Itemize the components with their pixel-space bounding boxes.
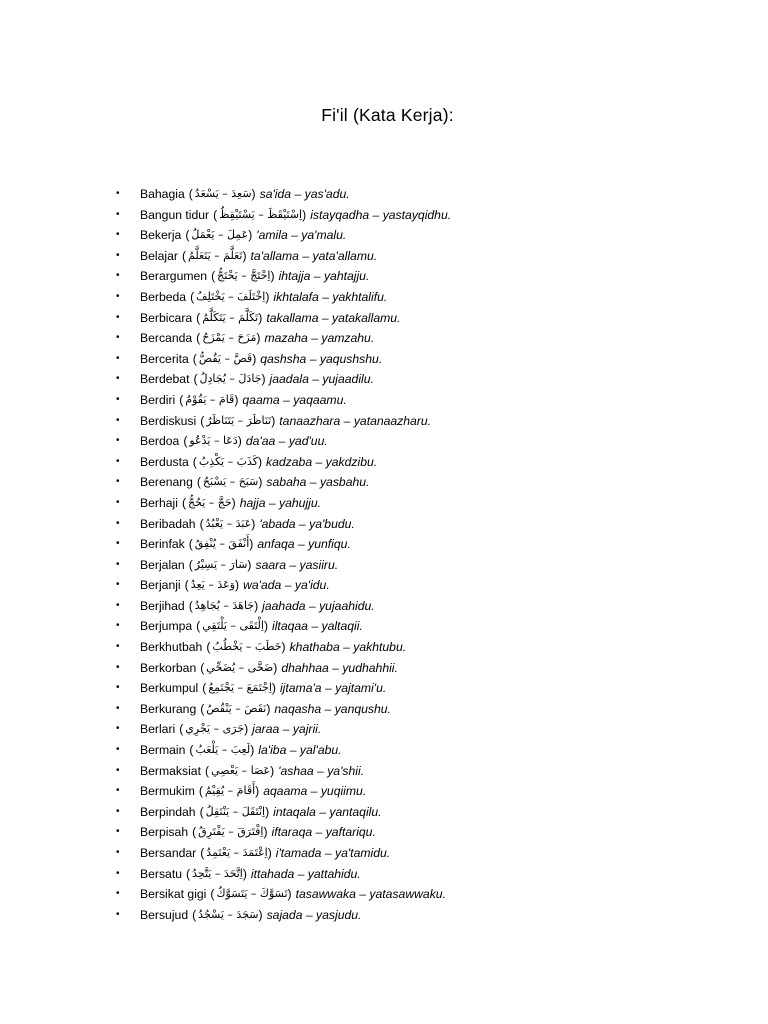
close-paren: ) — [302, 207, 307, 222]
close-paren: ) — [249, 537, 254, 552]
open-paren: ( — [200, 846, 205, 860]
indonesian-word: Bahagia — [140, 187, 185, 201]
bullet-icon: • — [116, 538, 120, 550]
close-paren: ) — [244, 722, 249, 737]
list-item — [114, 555, 451, 576]
bullet-icon: • — [116, 723, 120, 735]
close-paren: ) — [234, 392, 239, 407]
close-paren: ) — [271, 681, 276, 696]
transliteration: jaraa – yajrii. — [252, 722, 322, 737]
indonesian-word: Berjanji — [140, 578, 181, 593]
transliteration: naqasha – yanqushu. — [274, 701, 391, 716]
close-paren: ) — [248, 228, 253, 243]
list-item — [114, 596, 451, 617]
bullet-icon: • — [116, 558, 120, 570]
bullet-icon: • — [116, 888, 120, 900]
open-paren: ( — [184, 578, 189, 593]
open-paren: ( — [200, 413, 205, 428]
list-item — [114, 328, 451, 349]
transliteration: iftaraqa – yaftariqu. — [271, 825, 376, 840]
bullet-icon: • — [116, 764, 120, 776]
arabic-verb: قَامَ – يَقُوْمُ — [185, 392, 235, 406]
arabic-verb: سَبَحَ – يَسْبَحُ — [202, 475, 259, 489]
indonesian-word: Berpindah — [140, 804, 196, 819]
open-paren: ( — [189, 743, 194, 758]
indonesian-word: Berkorban — [140, 660, 197, 675]
close-paren: ) — [258, 475, 263, 490]
close-paren: ) — [251, 187, 256, 201]
bullet-icon: • — [116, 188, 120, 199]
transliteration: ittahada – yattahidu. — [250, 866, 361, 881]
arabic-verb: تَكَلَّمَ – يَتَكَلَّمُ — [202, 310, 259, 324]
close-paren: ) — [231, 495, 236, 510]
bullet-icon: • — [116, 805, 120, 817]
arabic-verb: اِفْتَرَقَ – يَفْتَرِقُ — [198, 825, 264, 839]
bullet-icon: • — [116, 517, 120, 529]
bullet-icon: • — [116, 373, 120, 385]
open-paren: ( — [192, 454, 197, 469]
open-paren: ( — [179, 392, 184, 407]
close-paren: ) — [258, 907, 263, 922]
list-item — [114, 308, 451, 329]
indonesian-word: Bermukim — [140, 784, 195, 799]
list-item — [114, 534, 451, 555]
indonesian-word: Berkhutbah — [140, 640, 203, 655]
arabic-verb: اِتَّحَدَ – يَتَّحِدُ — [192, 866, 243, 880]
indonesian-word: Bersujud — [140, 907, 189, 922]
indonesian-word: Berdebat — [140, 372, 190, 387]
open-paren: ( — [213, 207, 218, 222]
indonesian-word: Berbicara — [140, 310, 193, 325]
transliteration: 'amila – ya'malu. — [256, 228, 347, 243]
bullet-icon: • — [116, 641, 120, 653]
close-paren: ) — [250, 743, 255, 758]
arabic-verb: قَصَّ – يَقُصُّ — [198, 351, 253, 365]
list-item — [114, 884, 451, 905]
transliteration: jaadala – yujaadilu. — [269, 372, 374, 387]
transliteration: sajada – yasjudu. — [266, 907, 362, 922]
close-paren: ) — [263, 619, 269, 634]
close-paren: ) — [261, 372, 266, 387]
indonesian-word: Bersatu — [140, 866, 183, 881]
indonesian-word: Bekerja — [140, 228, 182, 243]
indonesian-word: Berlari — [140, 722, 176, 737]
arabic-verb: عَمِلَ – يَعْمَلُ — [191, 228, 249, 242]
indonesian-word: Berdiskusi — [140, 413, 197, 428]
open-paren: ( — [188, 187, 193, 201]
open-paren: ( — [185, 228, 190, 243]
close-paren: ) — [257, 454, 263, 469]
arabic-verb: كَذَبَ – يَكْذِبُ — [198, 454, 258, 468]
open-paren: ( — [190, 289, 195, 304]
list-item — [114, 472, 451, 493]
transliteration: iltaqaa – yaltaqii. — [272, 619, 363, 634]
list-item — [114, 411, 451, 432]
transliteration: sa'ida – yas'adu. — [259, 187, 350, 201]
vocab-list — [114, 184, 451, 925]
bullet-icon: • — [116, 682, 120, 694]
bullet-icon: • — [116, 393, 120, 405]
transliteration: dhahhaa – yudhahhii. — [281, 660, 398, 675]
arabic-verb: اِعْتَمَدَ – يَعْتَمِدُ — [206, 846, 268, 859]
open-paren: ( — [192, 907, 197, 922]
arabic-verb: اِلْتَقَى – يَلْتَقِي — [202, 619, 264, 633]
open-paren: ( — [188, 557, 193, 572]
open-paren: ( — [196, 619, 201, 634]
list-item — [114, 390, 451, 411]
indonesian-word: Berjihad — [140, 598, 185, 613]
transliteration: la'iba – yal'abu. — [258, 743, 342, 758]
indonesian-word: Berjumpa — [140, 619, 193, 634]
list-item — [114, 575, 451, 596]
bullet-icon: • — [116, 311, 120, 323]
indonesian-word: Berbeda — [140, 289, 187, 304]
bullet-icon: • — [116, 414, 120, 426]
transliteration: wa'ada – ya'idu. — [243, 578, 330, 593]
arabic-verb: سَعِدَ – يَسْعَدُ — [194, 187, 252, 200]
transliteration: tanaazhara – yatanaazharu. — [279, 413, 432, 428]
close-paren: ) — [287, 887, 292, 902]
list-item — [114, 905, 451, 926]
arabic-verb: خَطَبَ – يَخْطُبُ — [212, 640, 282, 654]
close-paren: ) — [235, 578, 240, 593]
list-item — [114, 843, 451, 864]
arabic-verb: لَعِبَ – يَلْعَبُ — [195, 743, 251, 757]
list-item — [114, 225, 451, 246]
list-item — [114, 246, 451, 267]
transliteration: qaama – yaqaamu. — [242, 392, 347, 407]
indonesian-word: Berpisah — [140, 825, 189, 840]
bullet-icon: • — [116, 229, 120, 241]
arabic-verb: تَعَلَّمَ – يَتَعَلَّمُ — [188, 248, 243, 262]
open-paren: ( — [192, 825, 197, 840]
open-paren: ( — [196, 331, 201, 346]
indonesian-word: Bercanda — [140, 331, 193, 346]
arabic-verb: اِنْتَقَلَ – يَنْتَقِلُ — [205, 804, 266, 818]
open-paren: ( — [196, 475, 201, 490]
arabic-verb: جَاهَدَ – يُجَاهِدُ — [194, 598, 255, 612]
bullet-icon: • — [116, 208, 120, 220]
list-item — [114, 205, 451, 226]
transliteration: qashsha – yaqushshu. — [260, 351, 383, 366]
indonesian-word: Berinfak — [140, 537, 185, 552]
transliteration: ihtajja – yahtajju. — [278, 269, 370, 284]
arabic-verb: دَعَا – يَدْعُو — [189, 434, 238, 448]
bullet-icon: • — [116, 290, 120, 302]
transliteration: khathaba – yakhtubu. — [289, 640, 407, 655]
indonesian-word: Bermaksiat — [140, 763, 201, 778]
list-item — [114, 514, 451, 535]
open-paren: ( — [199, 516, 204, 531]
indonesian-word: Berkurang — [140, 701, 197, 716]
page-title: Fi'il (Kata Kerja): — [321, 105, 454, 125]
close-paren: ) — [281, 640, 286, 655]
arabic-verb: عَصَا – يَعْصِي — [211, 763, 271, 777]
close-paren: ) — [265, 804, 270, 819]
transliteration: sabaha – yasbahu. — [266, 475, 370, 490]
transliteration: ijtama'a – yajtami'u. — [279, 681, 387, 696]
close-paren: ) — [266, 701, 271, 716]
open-paren: ( — [200, 701, 205, 716]
close-paren: ) — [273, 660, 278, 675]
arabic-verb: أَنْفَقَ – يُنْفِقُ — [194, 537, 250, 551]
open-paren: ( — [202, 681, 207, 696]
arabic-verb: سَارَ – يَسِيْرُ — [194, 557, 248, 571]
list-item — [114, 184, 451, 205]
close-paren: ) — [270, 269, 275, 284]
arabic-verb: تَنَاظَرَ – يَتَنَاظَرُ — [206, 413, 272, 427]
list-item — [114, 802, 451, 823]
close-paren: ) — [258, 310, 263, 325]
close-paren: ) — [242, 248, 247, 263]
open-paren: ( — [200, 660, 205, 675]
close-paren: ) — [265, 289, 270, 304]
transliteration: saara – yasiiru. — [255, 557, 339, 572]
list-item — [114, 864, 451, 885]
close-paren: ) — [237, 434, 242, 449]
arabic-verb: سَجَدَ – يَسْجُدُ — [198, 907, 259, 921]
list-item — [114, 349, 451, 370]
transliteration: jaahada – yujaahidu. — [262, 598, 375, 613]
arabic-verb: حَجَّ – يَحُجُّ — [188, 495, 232, 509]
bullet-icon: • — [116, 579, 120, 591]
arabic-verb: ضَحَّى – يُضَحِّي — [206, 660, 274, 674]
open-paren: ( — [192, 351, 197, 366]
list-item — [114, 740, 451, 761]
arabic-verb: اِحْتَجَّ – يَحْتَجُّ — [217, 269, 271, 283]
arabic-verb: أَقَامَ – يُقِيْمُ — [204, 784, 256, 798]
open-paren: ( — [206, 640, 211, 655]
transliteration: aqaama – yuqiimu. — [263, 784, 367, 799]
list-item — [114, 369, 451, 390]
bullet-icon: • — [116, 744, 120, 756]
open-paren: ( — [181, 495, 186, 510]
transliteration: kadzaba – yakdzibu. — [266, 454, 378, 469]
open-paren: ( — [199, 804, 204, 819]
indonesian-word: Belajar — [140, 248, 178, 263]
close-paren: ) — [263, 825, 268, 840]
list-item — [114, 287, 451, 308]
open-paren: ( — [188, 537, 193, 552]
open-paren: ( — [193, 372, 198, 387]
indonesian-word: Berjalan — [140, 557, 185, 572]
list-item — [114, 637, 451, 658]
arabic-verb: اِخْتَلَفَ – يَخْتَلِفُ — [196, 289, 266, 303]
list-item — [114, 761, 451, 782]
list-item — [114, 452, 451, 473]
close-paren: ) — [267, 846, 272, 860]
list-item — [114, 616, 451, 637]
transliteration: 'ashaa – ya'shii. — [278, 763, 365, 778]
close-paren: ) — [270, 763, 275, 778]
transliteration: i'tamada – ya'tamidu. — [275, 846, 391, 860]
list-item — [114, 822, 451, 843]
close-paren: ) — [247, 557, 252, 572]
transliteration: hajja – yahujju. — [239, 495, 322, 510]
bullet-icon: • — [116, 661, 120, 673]
close-paren: ) — [256, 331, 261, 346]
bullet-icon: • — [116, 908, 120, 920]
arabic-verb: اِسْتَيْقَظَ – يَسْتَيْقِظُ — [219, 207, 303, 221]
open-paren: ( — [204, 763, 210, 778]
close-paren: ) — [252, 351, 257, 366]
arabic-verb: اِجْتَمَعَ – يَجْتَمِعُ — [208, 681, 272, 695]
arabic-verb: نَقَصَ – يَنْقُصُ — [206, 701, 267, 715]
indonesian-word: Bersandar — [140, 846, 197, 860]
close-paren: ) — [251, 516, 256, 531]
transliteration: anfaqa – yunfiqu. — [257, 537, 351, 552]
transliteration: ta'allama – yata'allamu. — [250, 248, 378, 263]
bullet-icon: • — [116, 332, 120, 344]
bullet-icon: • — [116, 476, 120, 488]
open-paren: ( — [186, 866, 191, 881]
list-item — [114, 658, 451, 679]
bullet-icon: • — [116, 702, 120, 714]
indonesian-word: Bercerita — [140, 351, 189, 366]
bullet-icon: • — [116, 270, 120, 282]
list-item — [114, 699, 451, 720]
indonesian-word: Berdoa — [140, 434, 180, 449]
indonesian-word: Berhaji — [140, 495, 178, 510]
indonesian-word: Berdusta — [140, 454, 189, 469]
arabic-verb: تَسَوَّكَ – يَتَسَوَّكُ — [216, 887, 288, 901]
list-item — [114, 431, 451, 452]
transliteration: ikhtalafa – yakhtalifu. — [273, 289, 388, 304]
bullet-icon: • — [116, 599, 120, 611]
indonesian-word: Berenang — [140, 475, 193, 490]
open-paren: ( — [188, 598, 193, 613]
transliteration: istayqadha – yastayqidhu. — [310, 207, 452, 222]
list-item — [114, 781, 451, 802]
indonesian-word: Berargumen — [140, 269, 208, 284]
indonesian-word: Bersikat gigi — [140, 887, 207, 902]
open-paren: ( — [196, 310, 201, 325]
bullet-icon: • — [116, 867, 120, 879]
indonesian-word: Berkumpul — [140, 681, 199, 696]
list-item — [114, 493, 451, 514]
bullet-icon: • — [116, 249, 120, 261]
open-paren: ( — [181, 248, 186, 263]
open-paren: ( — [179, 722, 184, 737]
transliteration: 'abada – ya'budu. — [259, 516, 355, 531]
open-paren: ( — [183, 434, 188, 449]
transliteration: tasawwaka – yatasawwaku. — [295, 887, 446, 902]
bullet-icon: • — [116, 620, 120, 632]
transliteration: da'aa – yad'uu. — [245, 434, 328, 449]
bullet-icon: • — [116, 847, 120, 858]
close-paren: ) — [271, 413, 276, 428]
arabic-verb: عَبَدَ – يَعْبُدُ — [205, 516, 252, 530]
arabic-verb: مَزَحَ – يَمْزَحُ — [202, 331, 257, 345]
arabic-verb: جَرَى – يَجْرِي — [185, 722, 245, 736]
list-item — [114, 719, 451, 740]
list-item — [114, 266, 451, 287]
arabic-verb: وَعَدَ – يَعِدُ — [190, 578, 236, 592]
open-paren: ( — [210, 887, 215, 902]
bullet-icon: • — [116, 826, 120, 838]
open-paren: ( — [211, 269, 216, 284]
bullet-icon: • — [116, 496, 120, 508]
transliteration: intaqala – yantaqilu. — [273, 804, 382, 819]
bullet-icon: • — [116, 435, 120, 447]
arabic-verb: جَادَلَ – يُجَادِلُ — [199, 372, 262, 386]
indonesian-word: Beribadah — [140, 516, 196, 531]
transliteration: mazaha – yamzahu. — [264, 331, 375, 346]
close-paren: ) — [255, 784, 260, 799]
bullet-icon: • — [116, 455, 120, 467]
list-item — [114, 678, 451, 699]
bullet-icon: • — [116, 785, 120, 797]
close-paren: ) — [254, 598, 259, 613]
bullet-icon: • — [116, 352, 120, 364]
indonesian-word: Bangun tidur — [140, 207, 210, 222]
close-paren: ) — [242, 866, 247, 881]
open-paren: ( — [198, 784, 203, 799]
transliteration: takallama – yatakallamu. — [266, 310, 401, 325]
indonesian-word: Bermain — [140, 743, 186, 758]
indonesian-word: Berdiri — [140, 392, 176, 407]
